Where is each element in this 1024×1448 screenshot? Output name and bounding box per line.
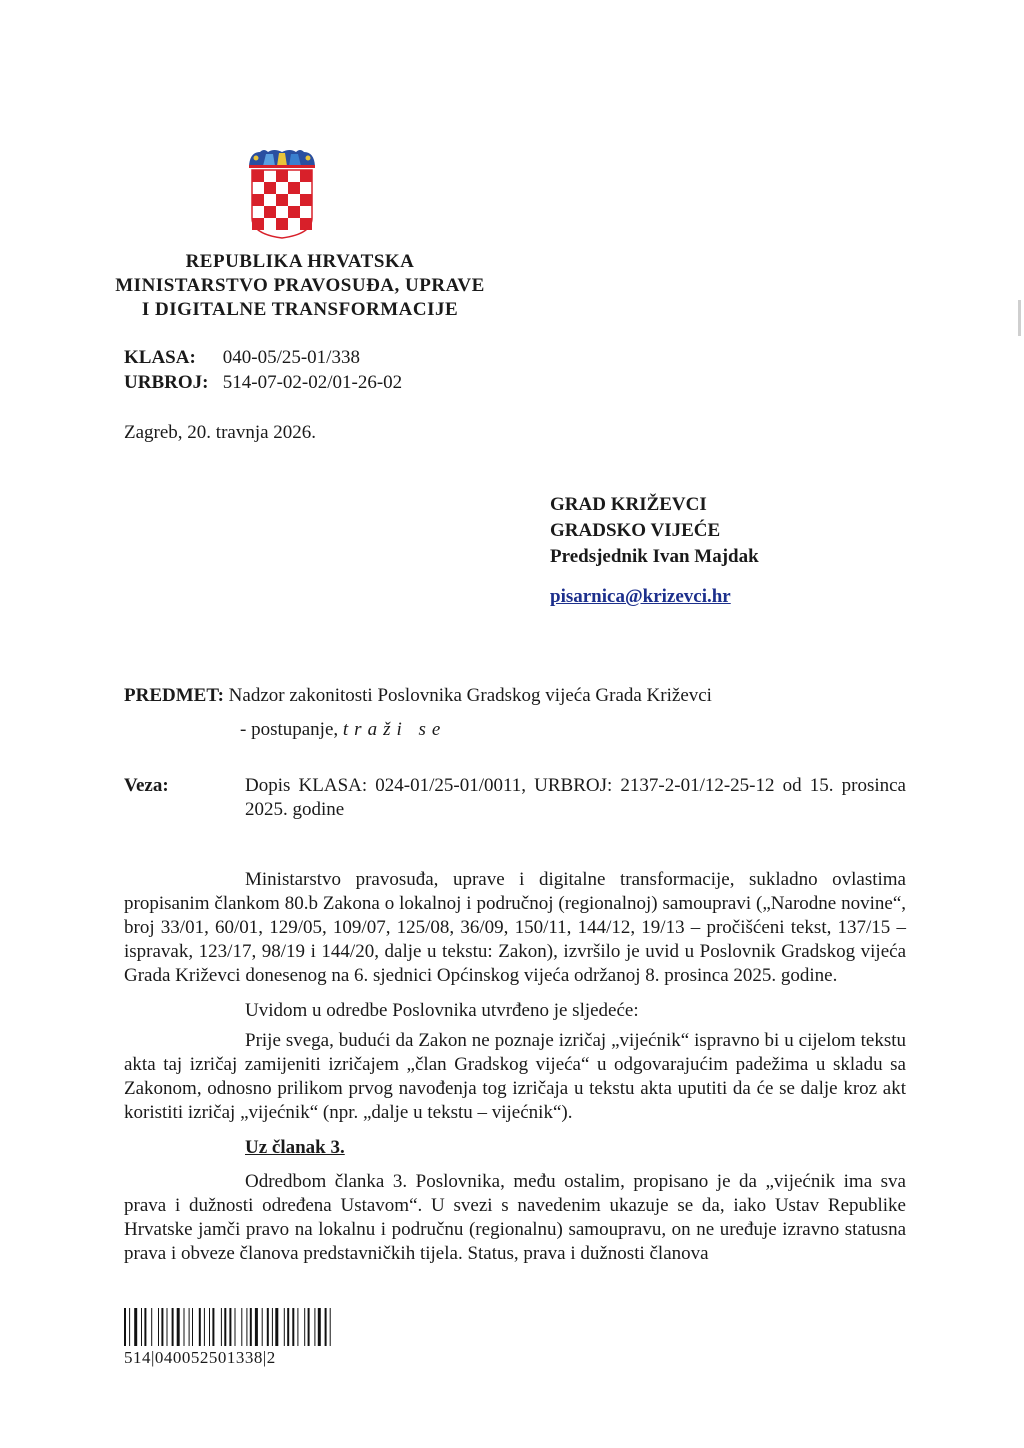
coat-of-arms-icon — [246, 148, 318, 240]
body-paragraph-4: Odredbom članka 3. Poslovnika, među ostalim, propisano je da „vijećnik ima sva prava i dužnosti određena Ustavom“. U svezi s navedenim ukazuje se da, iako Ustav Republike Hrvatske jamči pravo na lokalnu i područnu (regionalnu) samoupravu, on ne uređuje izravno statusna prava i obveze članova predstavničkih tijela. Status, prava i dužnosti članova — [124, 1171, 906, 1264]
ministry-header — [60, 250, 540, 322]
urbroj-label: URBROJ: — [124, 372, 209, 393]
subject-line2-prefix: - postupanje, — [240, 719, 339, 740]
urbroj-value: 514-07-02-02/01-26-02 — [222, 372, 403, 393]
urbroj-row — [124, 370, 402, 395]
klasa-value: 040-05/25-01/338 — [222, 347, 360, 368]
barcode-icon — [124, 1308, 392, 1346]
letter-body — [124, 868, 906, 1277]
reference-block — [124, 345, 402, 395]
header-line-3: I DIGITALNE TRANSFORMACIJE — [141, 299, 459, 320]
section-heading: Uz članak 3. — [245, 1137, 345, 1158]
body-paragraph-1: Ministarstvo pravosuđa, uprave i digitalne transformacije, sukladno ovlastima propisanim člankom 80.b Zakona o lokalnoj i područnoj (regionalnoj) samoupravi („Narodne novine“, broj 33/01, 60/01, 129/05, 109/07, 125/08, 36/09, 150/11, 144/12, 19/13 – pročišćeni tekst, 137/15 – ispravak, 123/17, 98/19 i 144/20, dalje u tekstu: Zakon), izvršilo je uvid u Poslovnik Gradskog vijeća Grada Križevci donesenog na 6. sjednici Općinskog vijeća održanoj 8. prosinca 2025. godine. — [124, 869, 906, 986]
crown — [249, 150, 315, 168]
header-line-1: REPUBLIKA HRVATSKA — [185, 251, 415, 272]
subject-block — [124, 684, 904, 742]
recipient-line-1: GRAD KRIŽEVCI — [550, 494, 707, 515]
recipient-email-link[interactable]: pisarnica@krizevci.hr — [550, 586, 731, 607]
recipient-line-3: Predsjednik Ivan Majdak — [550, 546, 759, 567]
subject-label: PREDMET: — [124, 685, 224, 706]
barcode-number: 514|040052501338|2 — [124, 1348, 276, 1367]
veza-text: Dopis KLASA: 024-01/25-01/0011, URBROJ: 2137-2-01/12-25-12 od 15. prosinca 2025. godine — [245, 775, 906, 820]
date-line: Zagreb, 20. travnja 2026. — [124, 422, 317, 443]
checkerboard-shield — [252, 170, 312, 238]
subject-text: Nadzor zakonitosti Poslovnika Gradskog vijeća Grada Križevci — [228, 685, 712, 706]
body-paragraph-3: Prije svega, budući da Zakon ne poznaje izričaj „vijećnik“ ispravno bi u cijelom tekstu akta taj izričaj zamijeniti izričajem „član Gradskog vijeća“ u odgovarajućim padežima u skladu sa Zakonom, odnosno prilikom prvog navođenja tog izričaja u tekstu akta uputiti da će se dalje kroz akt koristiti izričaj „vijećnik“ (npr. „dalje u tekstu – vijećnik“). — [124, 1030, 906, 1123]
recipient-block — [550, 492, 759, 570]
klasa-label: KLASA: — [124, 347, 196, 368]
veza-block — [124, 774, 906, 822]
subject-line2-spaced: traži se — [342, 719, 447, 740]
header-line-2: MINISTARSTVO PRAVOSUĐA, UPRAVE — [115, 275, 485, 296]
recipient-line-2: GRADSKO VIJEĆE — [550, 520, 721, 541]
klasa-row — [124, 345, 402, 370]
scan-edge-mark — [1018, 300, 1021, 336]
veza-label: Veza: — [124, 775, 169, 796]
body-paragraph-2: Uvidom u odredbe Poslovnika utvrđeno je sljedeće: — [245, 1000, 639, 1021]
